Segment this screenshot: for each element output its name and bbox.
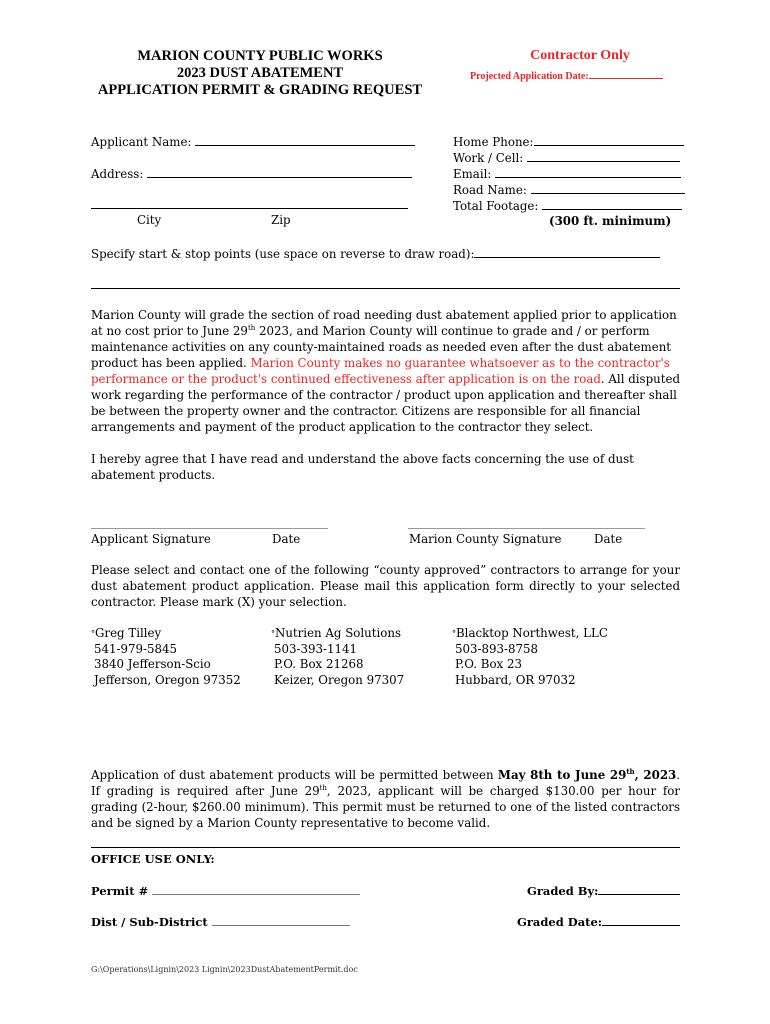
contractor-1-name: Greg Tilley	[95, 626, 162, 640]
county-date-label: Date	[594, 532, 623, 546]
home-phone-line[interactable]	[534, 133, 684, 146]
permit-text-2: . If grading is required after June 29	[91, 768, 680, 798]
permit-number-label: Permit #	[91, 884, 149, 898]
permit-period-bold	[498, 768, 676, 782]
zip-label: Zip	[271, 213, 291, 227]
permit-number-line[interactable]	[152, 883, 360, 895]
email-field	[453, 165, 681, 182]
select-contractor-paragraph: Please select and contact one of the following “county approved” contractors to arrange for your dust abatement product application. Please mail this application form directly to your selected contractor. Please mark (X) your selection.	[91, 563, 680, 609]
selection-mark-1[interactable]: °	[91, 629, 95, 638]
city-label: City	[137, 213, 162, 227]
terms-text-2: 2023, and Marion County will continue to grade and / or perform maintenance activities on any county-maintained roads as needed even after the dust abatement product has been applied.	[91, 324, 672, 370]
total-footage-label: Total Footage:	[453, 199, 539, 213]
contractor-only-heading: Contractor Only	[530, 48, 630, 63]
contractor-2-name: Nutrien Ag Solutions	[275, 626, 402, 640]
contractor-1-phone: 541-979-5845	[94, 641, 178, 656]
home-phone-label: Home Phone:	[453, 135, 534, 149]
file-path-footer: G:\Operations\Lignin\2023 Lignin\2023DustAbatementPermit.doc	[91, 965, 358, 974]
dist-line[interactable]	[212, 914, 350, 926]
city-zip-line[interactable]	[91, 208, 408, 209]
applicant-name-label: Applicant Name:	[91, 135, 192, 149]
permit-text-1: Application of dust abatement products will be permitted between	[91, 768, 498, 782]
contractor-option-1[interactable]	[91, 626, 241, 688]
graded-by-field	[527, 883, 680, 898]
applicant-signature-line[interactable]	[91, 528, 328, 529]
contractor-option-3[interactable]	[452, 626, 608, 688]
permit-bold-sup: th	[626, 767, 635, 777]
start-stop-line-2[interactable]	[91, 288, 680, 289]
terms-disclaimer-red: Marion County makes no guarantee whatsoever as to the contractor's performance or the product's continued effectiveness after application is on the road	[91, 356, 670, 386]
projected-date-line[interactable]	[589, 68, 663, 79]
selection-mark-2[interactable]: °	[271, 629, 275, 638]
contractor-3-name: Blacktop Northwest, LLC	[456, 626, 608, 640]
graded-date-line[interactable]	[602, 914, 680, 926]
contractor-1-address-1: 3840 Jefferson-Scio	[94, 657, 211, 671]
email-line[interactable]	[495, 165, 681, 178]
applicant-name-line[interactable]	[195, 133, 415, 146]
graded-by-line[interactable]	[598, 883, 680, 895]
contractor-1-address-2: Jefferson, Oregon 97352	[94, 672, 241, 687]
projected-date-label: Projected Application Date:	[470, 71, 589, 82]
total-footage-field	[453, 197, 682, 214]
permit-sup: th	[319, 784, 327, 793]
permit-period-paragraph	[91, 767, 680, 831]
home-phone-field	[453, 133, 684, 150]
contractor-3-address-2: Hubbard, OR 97032	[455, 672, 576, 687]
contractor-option-2[interactable]	[271, 626, 404, 688]
address-line[interactable]	[147, 165, 412, 178]
graded-date-label: Graded Date:	[517, 915, 603, 929]
permit-number-field	[91, 883, 360, 898]
contractor-3-address-1: P.O. Box 23	[455, 657, 522, 671]
road-name-field	[453, 181, 685, 198]
title-line-1: MARION COUNTY PUBLIC WORKS	[137, 48, 383, 64]
address-field	[91, 165, 412, 182]
county-signature-label: Marion County Signature	[409, 532, 562, 546]
permit-text-3: , 2023, applicant will be charged $130.00 per hour for grading (2-hour, $260.00 minimum). This permit must be returned to one of the listed contractors and be signed by a Marion County representative to become valid.	[91, 784, 680, 830]
work-cell-field	[453, 149, 680, 166]
agreement-paragraph: I hereby agree that I have read and understand the above facts concerning the use of dust abatement products.	[91, 452, 634, 482]
projected-date-field	[470, 68, 663, 82]
form-title	[70, 48, 450, 99]
graded-by-label: Graded By:	[527, 884, 599, 898]
terms-paragraph	[91, 307, 683, 435]
county-signature-line[interactable]	[408, 528, 645, 529]
total-footage-line[interactable]	[542, 197, 682, 210]
applicant-signature-label: Applicant Signature	[91, 532, 211, 546]
work-cell-line[interactable]	[527, 149, 680, 162]
contractor-2-address-1: P.O. Box 21268	[274, 657, 364, 671]
terms-text-1: Marion County will grade the section of road needing dust abatement applied prior to application at no cost prior to June 29	[91, 308, 677, 338]
contractor-3-phone: 503-893-8758	[455, 641, 539, 656]
office-divider	[91, 847, 680, 848]
title-line-3: APPLICATION PERMIT & GRADING REQUEST	[97, 82, 423, 98]
title-line-2: 2023 DUST ABATEMENT	[176, 65, 344, 81]
road-name-label: Road Name:	[453, 183, 527, 197]
permit-bold-end: , 2023	[634, 768, 677, 782]
contractor-2-address-2: Keizer, Oregon 97307	[274, 672, 405, 687]
dist-field	[91, 914, 350, 929]
terms-text-3: . All disputed work regarding the performance of the contractor / product upon application and thereafter shall be between the property owner and the contractor. Citizens are responsible for all financial arrangements and payment of the product application to the contractor they select.	[91, 372, 681, 434]
start-stop-field	[91, 245, 660, 262]
applicant-name-field	[91, 133, 415, 150]
selection-mark-3[interactable]: °	[452, 629, 456, 638]
office-use-heading: OFFICE USE ONLY:	[91, 852, 215, 866]
road-name-line[interactable]	[531, 181, 685, 194]
contractor-2-phone: 503-393-1141	[274, 641, 358, 656]
footage-minimum-note: (300 ft. minimum)	[549, 214, 672, 228]
work-cell-label: Work / Cell:	[453, 151, 524, 165]
start-stop-label: Specify start & stop points (use space on reverse to draw road):	[91, 247, 475, 261]
applicant-date-label: Date	[272, 532, 301, 546]
email-label: Email:	[453, 167, 492, 181]
start-stop-line[interactable]	[474, 245, 660, 258]
graded-date-field	[517, 914, 680, 929]
permit-bold-text: May 8th to June 29	[497, 768, 627, 782]
terms-sup: th	[247, 324, 256, 333]
dist-label: Dist / Sub-District	[91, 915, 208, 929]
address-label: Address:	[91, 167, 144, 181]
